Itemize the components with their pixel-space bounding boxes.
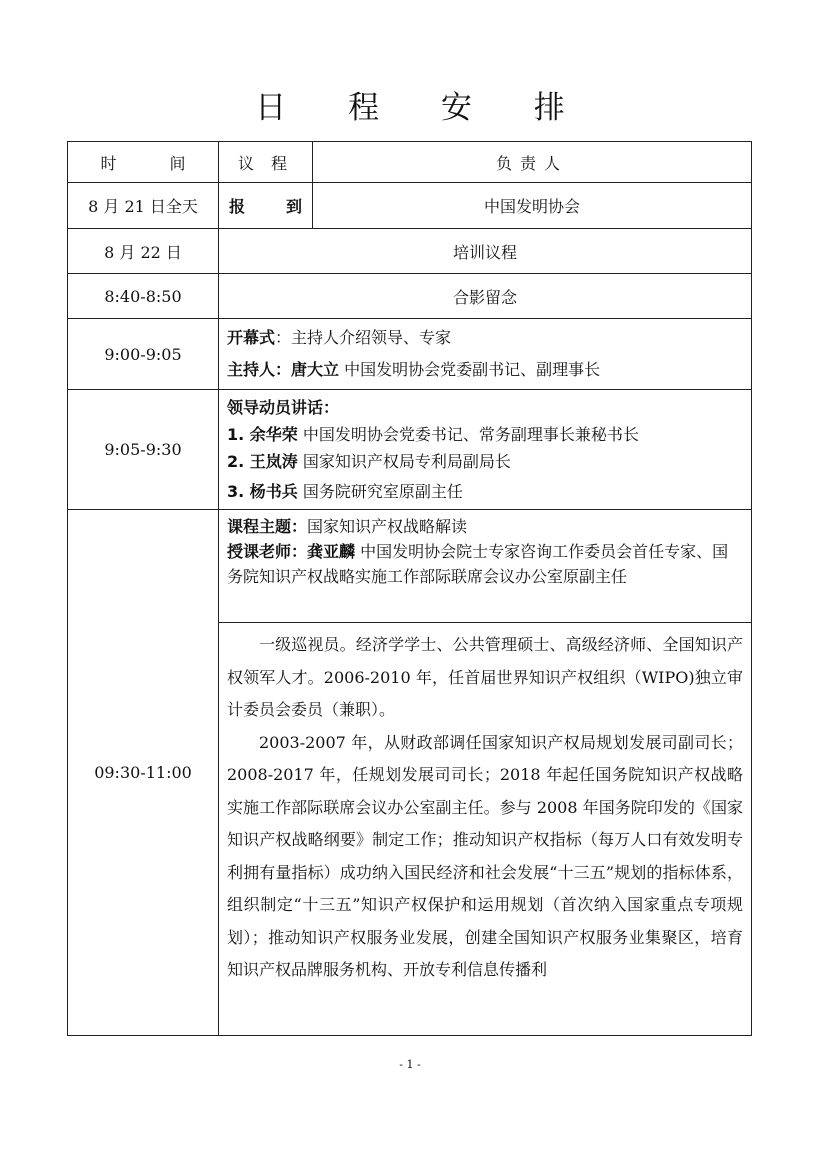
speaker-name: 3. 杨书兵 — [227, 482, 298, 501]
course-topic-label: 课程主题： — [227, 517, 308, 536]
speaker-name: 2. 王岚涛 — [227, 452, 298, 471]
time-cell: 8 月 22 日 — [68, 229, 219, 274]
time-cell: 8:40-8:50 — [68, 274, 219, 319]
person-cell: 中国发明协会 — [313, 183, 752, 229]
course-topic-line — [227, 514, 743, 539]
table-row-photo — [68, 274, 752, 319]
table-row-day — [68, 229, 752, 274]
agenda-cell — [219, 183, 313, 229]
host-label: 主持人：唐大立 — [227, 360, 340, 379]
speaker-line — [227, 448, 743, 475]
bio-paragraph: 2003-2007 年，从财政部调任国家知识产权局规划发展司副司长；2008-2017 年，任规划发展司司长；2018 年起任国务院知识产权战略实施工作部际联席会议办公室副主任。参与 2008 年国务院印发的《国家知识产权战略纲要》制定工作；推动知识产权指标（每万人口有效发明专利拥有量指标）成功纳入国民经济和社会发展“十三五”规划的指标体系，组织制定“十三五”知识产权保护和运用规划（首次纳入国家重点专项规划）；推动知识产权服务业发展，创建全国知识产权服务业集聚区，培育知识产权品牌服务机构、开放专利信息传播利 — [227, 732, 743, 979]
course-info-cell — [219, 510, 752, 623]
agenda-word-1: 报 — [229, 197, 246, 216]
header-time: 时 间 — [68, 142, 219, 183]
table-row-speech — [68, 390, 752, 510]
opening-label: 开幕式 — [227, 328, 276, 347]
teacher-label: 授课老师：龚亚麟 — [227, 542, 356, 561]
time-cell: 09:30-11:00 — [68, 510, 219, 1036]
agenda-cell — [219, 319, 752, 390]
table-row-course-info — [68, 510, 752, 623]
host-line — [227, 354, 743, 386]
page-title: 日 程 安 排 — [255, 90, 591, 126]
opening-text: ：主持人介绍领导、专家 — [275, 328, 452, 347]
speaker-title: 国务院研究室原副主任 — [297, 482, 463, 501]
speaker-line — [227, 478, 743, 505]
course-topic: 国家知识产权战略解读 — [307, 517, 468, 536]
agenda-cell: 合影留念 — [219, 274, 752, 319]
speaker-title: 中国发明协会党委书记、常务副理事长兼秘书长 — [297, 425, 639, 444]
speaker-name: 1. 余华荣 — [227, 425, 298, 444]
opening-line — [227, 322, 743, 354]
header-agenda: 议 程 — [219, 142, 313, 183]
teacher-title: 中国发明协会院士专家咨询工作委员会首任专家、国务院知识产权战略实施工作部际联席会议办公室原副主任 — [227, 542, 729, 586]
host-text: 中国发明协会党委副书记、副理事长 — [339, 360, 601, 379]
schedule-table — [67, 141, 752, 1036]
teacher-line — [227, 539, 743, 589]
page-number: - 1 - — [399, 1058, 421, 1071]
speaker-title: 国家知识产权局专利局副局长 — [297, 452, 511, 471]
header-person: 负责人 — [313, 142, 752, 183]
time-cell: 9:05-9:30 — [68, 390, 219, 510]
table-header-row — [68, 142, 752, 183]
table-row-opening — [68, 319, 752, 390]
speech-heading: 领导动员讲话： — [227, 398, 340, 417]
time-cell: 9:00-9:05 — [68, 319, 219, 390]
teacher-bio-cell — [219, 623, 752, 1036]
speaker-line — [227, 421, 743, 448]
section-heading: 培训议程 — [219, 229, 752, 274]
agenda-word-2: 到 — [285, 197, 302, 216]
agenda-cell — [219, 390, 752, 510]
bio-paragraph: 一级巡视员。经济学学士、公共管理硕士、高级经济师、全国知识产权领军人才。2006-2010 年，任首届世界知识产权组织（WIPO)独立审计委员会委员（兼职）。 — [227, 635, 743, 719]
table-row-registration — [68, 183, 752, 229]
time-cell: 8 月 21 日全天 — [68, 183, 219, 229]
